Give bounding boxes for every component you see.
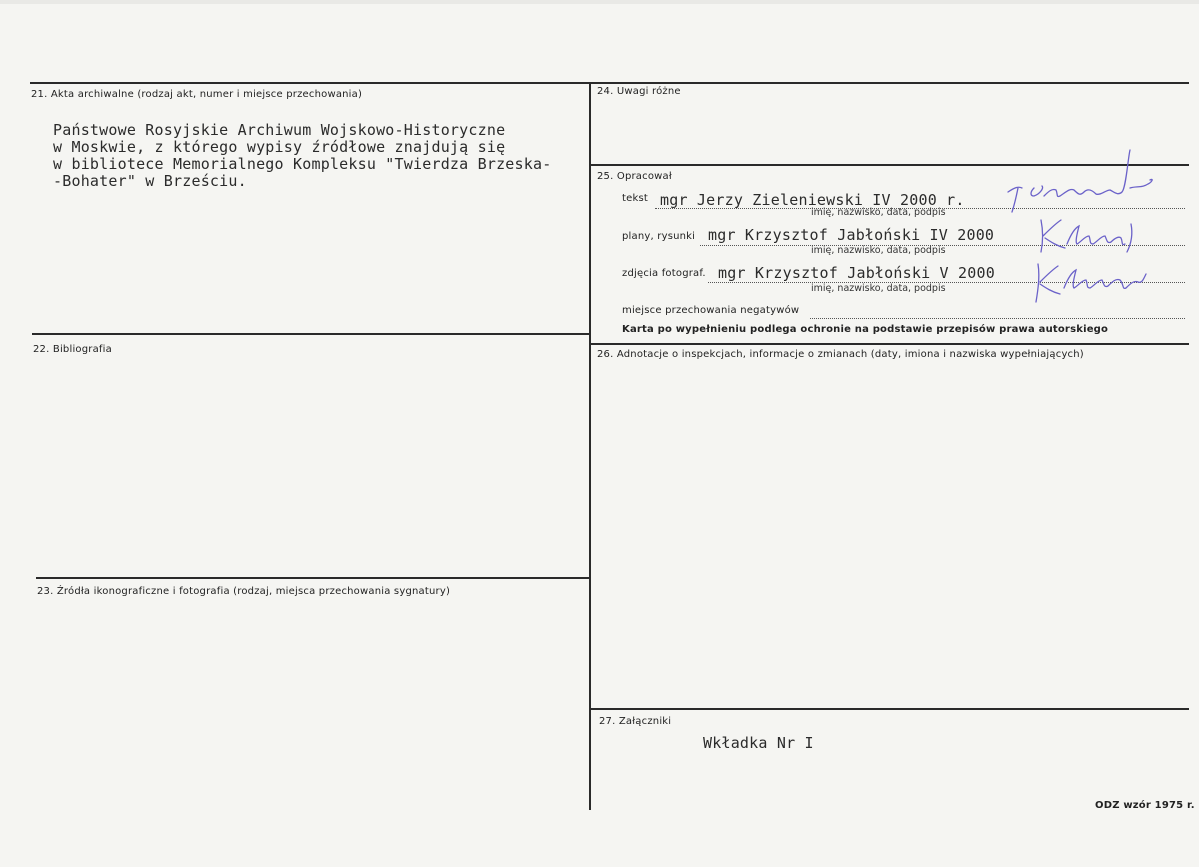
section-27-label: 27. Załączniki [599, 716, 672, 727]
section-26-label: 26. Adnotacje o inspekcjach, informacje o zmianach (daty, imiona i nazwiska wypełniających) [597, 349, 1084, 360]
section-24-label: 24. Uwagi różne [597, 86, 681, 97]
section-21-line-2: w Moskwie, z którego wypisy źródłowe znajdują się [53, 138, 506, 156]
section-21-line-4: -Bohater" w Brześciu. [53, 172, 247, 190]
divider-26-27 [591, 708, 1189, 710]
signature-jablonski-2 [1030, 258, 1155, 306]
form-id: ODZ wzór 1975 r. [1095, 800, 1195, 811]
zdjecia-label: zdjęcia fotograf. [622, 268, 706, 279]
section-23-label: 23. Źródła ikonograficzne i fotografia (rodzaj, miejsca przechowania sygnatury) [37, 586, 451, 597]
plany-value: mgr Krzysztof Jabłoński IV 2000 [708, 226, 995, 244]
card-top-edge [0, 0, 1199, 4]
tekst-caption: imię, nazwisko, data, podpis [811, 207, 946, 218]
section-21-line-3: w bibliotece Memorialnego Kompleksu "Twierdza Brzeska- [53, 155, 552, 173]
divider-22-23 [36, 577, 589, 579]
zdjecia-value: mgr Krzysztof Jabłoński V 2000 [718, 264, 995, 282]
zdjecia-caption: imię, nazwisko, data, podpis [811, 283, 946, 294]
negatywy-dotted-line [810, 318, 1185, 319]
top-border-line [30, 82, 1189, 84]
negatywy-label: miejsce przechowania negatywów [622, 305, 800, 316]
section-21-line-1: Państwowe Rosyjskie Archiwum Wojskowo-Historyczne [53, 121, 506, 139]
tekst-value: mgr Jerzy Zieleniewski IV 2000 r. [660, 191, 965, 209]
divider-25-26 [591, 343, 1189, 345]
signature-jablonski-1 [1035, 214, 1155, 258]
section-25-label: 25. Opracował [597, 171, 672, 182]
tekst-label: tekst [622, 193, 648, 204]
plany-label: plany, rysunki [622, 231, 696, 242]
signature-zieleniewski [1000, 148, 1160, 218]
section-22-label: 22. Bibliografia [33, 344, 112, 355]
divider-21-22 [32, 333, 589, 335]
section-27-content: Wkładka Nr I [703, 734, 814, 752]
plany-caption: imię, nazwisko, data, podpis [811, 245, 946, 256]
column-divider [589, 82, 591, 810]
copyright-note: Karta po wypełnieniu podlega ochronie na podstawie przepisów prawa autorskiego [622, 324, 1109, 335]
section-21-label: 21. Akta archiwalne (rodzaj akt, numer i miejsce przechowania) [31, 89, 363, 100]
